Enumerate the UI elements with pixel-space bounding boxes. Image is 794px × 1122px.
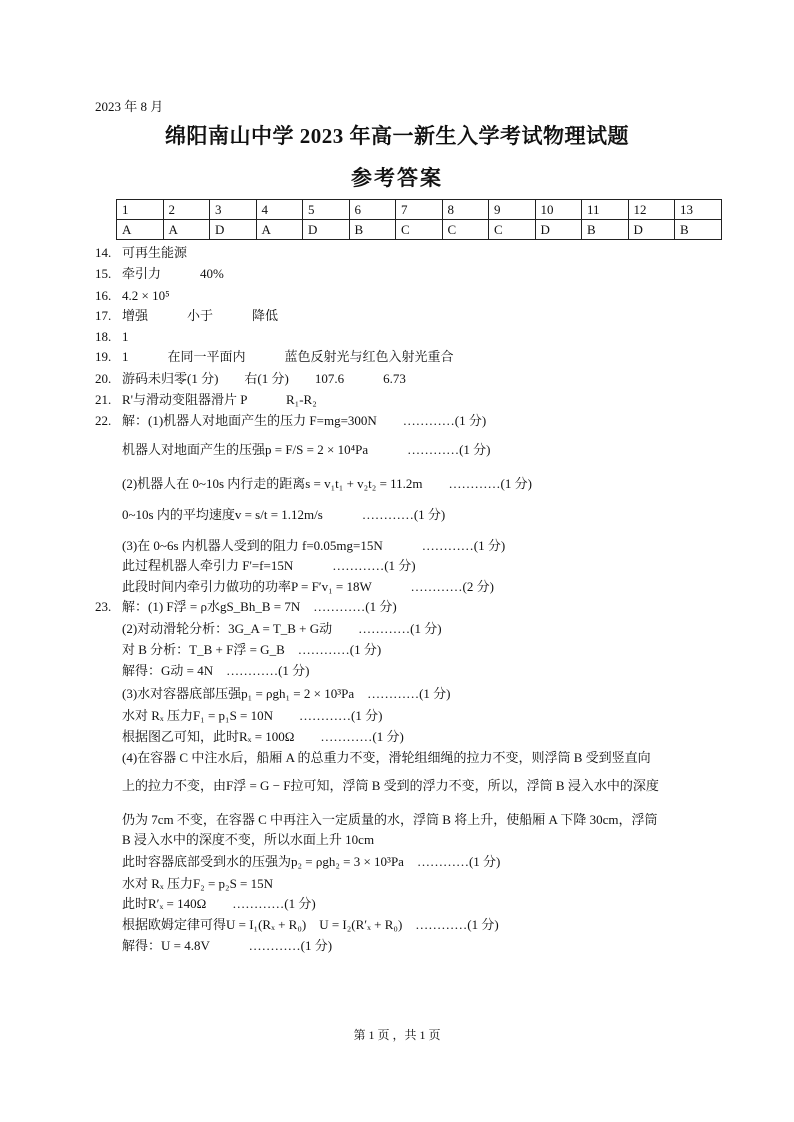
answer-text: 牵引力 40%: [122, 266, 224, 281]
answer-text: 增强 小于 降低: [122, 308, 279, 323]
answer-table-number-row: [117, 200, 722, 220]
solution-line: (2)机器人在 0~10s 内行走的距离s = v₁t₁ + v₂t₂ = 11.2m …………(1 分): [122, 476, 532, 491]
paragraph-line: 仍为 7cm 不变，在容器 C 中再注入一定质量的水，浮筒 B 将上升，使船厢 A 下降 30cm，浮筒: [122, 812, 658, 827]
table-cell: A: [117, 220, 164, 240]
solution-line: 解：(1) F浮 = ρ水gS_Bh_B = 7N …………(1 分): [122, 599, 397, 614]
solution-line: 此过程机器人牵引力 F'=f=15N …………(1 分): [122, 558, 416, 573]
paragraph-line: B 浸入水中的深度不变，所以水面上升 10cm: [122, 832, 375, 847]
table-cell: 4: [256, 200, 303, 220]
answer-text: R'与滑动变阻器滑片 P R₁-R₂: [122, 392, 317, 407]
question-number: 17.: [95, 308, 112, 323]
table-cell: C: [396, 220, 443, 240]
answer-line: [95, 328, 129, 346]
table-cell: 6: [349, 200, 396, 220]
paragraph-line: 上的拉力不变，由F浮 = G − F拉可知，浮筒 B 受到的浮力不变，所以，浮筒 B 浸入水中的深度: [122, 778, 659, 793]
solution-line: 解得：U = 4.8V …………(1 分): [122, 938, 333, 953]
answer-line: [95, 391, 317, 409]
answer-table: [116, 199, 722, 240]
solution-line: 解：(1)机器人对地面产生的压力 F=mg=300N …………(1 分): [122, 413, 487, 428]
solution-line: 根据欧姆定律可得U = I₁(Rₓ + R₀) U = I₂(R′ₓ + R₀) …………(1 分): [122, 917, 499, 932]
solution-line: 此时R′ₓ = 140Ω …………(1 分): [122, 896, 316, 911]
table-cell: 12: [628, 200, 675, 220]
answer-line: [95, 287, 170, 305]
table-cell: 5: [303, 200, 350, 220]
solution-line: (3)水对容器底部压强p₁ = ρgh₁ = 2 × 10³Pa …………(1 分): [122, 686, 451, 701]
question-number: 18.: [95, 329, 112, 344]
answer-line: [95, 348, 454, 366]
exam-date: 2023 年 8 月: [95, 99, 164, 114]
solution-line: 水对 Rₓ 压力F₂ = p₂S = 15N: [122, 876, 274, 891]
solution-line: 解得：G动 = 4N …………(1 分): [122, 663, 310, 678]
page-title: 绵阳南山中学 2023 年高一新生入学考试物理试题: [165, 124, 629, 148]
table-cell: 2: [163, 200, 210, 220]
solution-line: 此时容器底部受到水的压强为p₂ = ρgh₂ = 3 × 10³Pa …………(1 分): [122, 854, 501, 869]
solution-line: (2)对动滑轮分析：3G_A = T_B + G动 …………(1 分): [122, 621, 442, 636]
solution-line: 对 B 分析：T_B + F浮 = G_B …………(1 分): [122, 642, 382, 657]
answer-text: 1: [122, 329, 129, 344]
paragraph-line: (4)在容器 C 中注水后，船厢 A 的总重力不变，滑轮组细绳的拉力不变，则浮筒 B 受到竖直向: [122, 750, 651, 765]
table-cell: 13: [675, 200, 722, 220]
answer-line: [95, 370, 406, 388]
table-cell: 3: [210, 200, 257, 220]
question-number: 16.: [95, 288, 112, 303]
answer-line: [95, 307, 278, 325]
table-cell: D: [303, 220, 350, 240]
table-cell: B: [349, 220, 396, 240]
q22-line: [95, 412, 486, 430]
question-number: 23.: [95, 599, 112, 614]
table-cell: C: [489, 220, 536, 240]
table-cell: A: [163, 220, 210, 240]
table-cell: B: [582, 220, 629, 240]
solution-line: 此段时间内牵引力做功的功率P = F′v₁ = 18W …………(2 分): [122, 579, 494, 594]
question-number: 21.: [95, 392, 112, 407]
question-number: 19.: [95, 349, 112, 364]
question-number: 22.: [95, 413, 112, 428]
page-subtitle: 参考答案: [351, 166, 443, 190]
table-cell: D: [210, 220, 257, 240]
answer-text: 游码未归零(1 分) 右(1 分) 107.6 6.73: [122, 371, 406, 386]
question-number: 15.: [95, 266, 112, 281]
table-cell: 1: [117, 200, 164, 220]
question-number: 14.: [95, 245, 112, 260]
answer-table-answer-row: [117, 220, 722, 240]
solution-line: 机器人对地面产生的压强p = F/S = 2 × 10⁴Pa …………(1 分): [122, 442, 491, 457]
table-cell: A: [256, 220, 303, 240]
table-cell: 8: [442, 200, 489, 220]
table-cell: 10: [535, 200, 582, 220]
table-cell: 9: [489, 200, 536, 220]
table-cell: C: [442, 220, 489, 240]
answer-line: [95, 244, 187, 262]
answer-text: 4.2 × 10⁵: [122, 288, 170, 303]
solution-line: 根据图乙可知，此时Rₓ = 100Ω …………(1 分): [122, 729, 404, 744]
q23-line: [95, 598, 397, 616]
table-cell: 11: [582, 200, 629, 220]
solution-line: (3)在 0~6s 内机器人受到的阻力 f=0.05mg=15N …………(1 分): [122, 538, 506, 553]
table-cell: 7: [396, 200, 443, 220]
table-cell: D: [535, 220, 582, 240]
answer-text: 1 在同一平面内 蓝色反射光与红色入射光重合: [122, 349, 454, 364]
table-cell: D: [628, 220, 675, 240]
page-footer: 第 1 页 ，共 1 页: [353, 1028, 441, 1042]
answer-line: [95, 265, 224, 283]
solution-line: 水对 Rₓ 压力F₁ = p₁S = 10N …………(1 分): [122, 708, 383, 723]
table-cell: B: [675, 220, 722, 240]
question-number: 20.: [95, 371, 112, 386]
solution-line: 0~10s 内的平均速度v = s/t = 1.12m/s …………(1 分): [122, 507, 446, 522]
answer-text: 可再生能源: [122, 245, 188, 260]
